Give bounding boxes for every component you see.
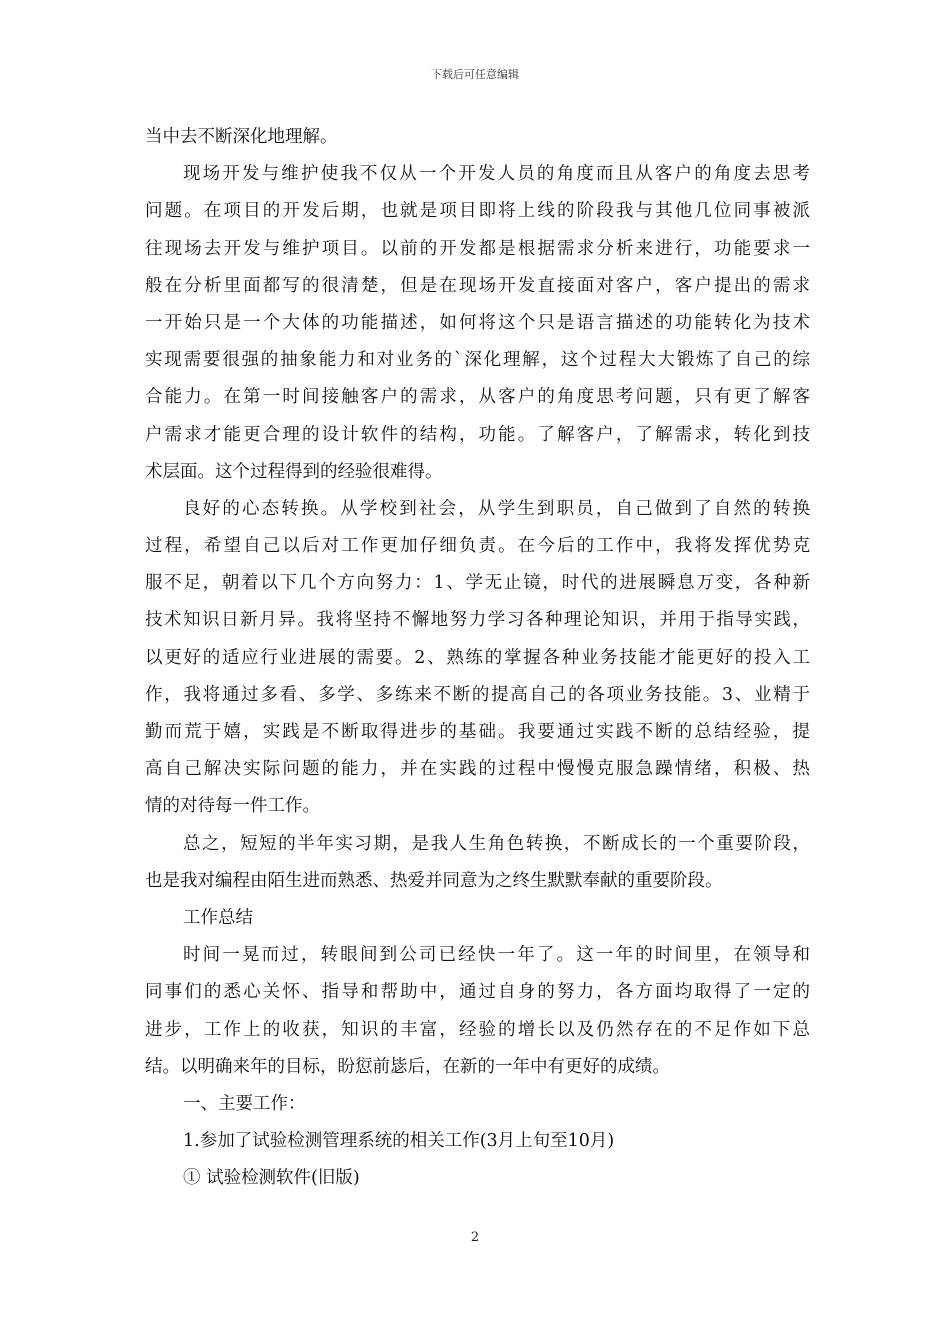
page-number: 2 xyxy=(470,1230,480,1245)
text-line: 也是我对编程由陌生进而熟悉、热爱并同意为之终生默默奉献的重要阶段。 xyxy=(145,870,723,891)
text-line: 问题。在项目的开发后期，也就是项目即将上线的阶段我与其他几位同事被派 xyxy=(145,201,810,222)
text-line: 勤而荒于嬉，实践是不断取得进步的基础。我要通过实践不断的总结经验，提 xyxy=(145,722,810,742)
text-line: 当中去不断深化地理解。 xyxy=(145,127,338,147)
text-line: 技术知识日新月异。我将坚持不懈地努力学习各种理论知识，并用于指导实践， xyxy=(145,610,810,631)
text-line: 总之，短短的半年实习期，是我人生角色转换，不断成长的一个重要阶段， xyxy=(183,833,810,854)
text-line: 时间一晃而过，转眼间到公司已经快一年了。这一年的时间里，在领导和 xyxy=(183,945,810,966)
text-line: 过程，希望自己以后对工作更加仔细负责。在今后的工作中，我将发挥优势克 xyxy=(145,536,810,557)
text-line: 结。以明确来年的目标，盼愆前毖后，在新的一年中有更好的成绩。 xyxy=(145,1056,670,1077)
text-line: 实现需要很强的抽象能力和对业务的`深化理解，这个过程大大锻炼了自己的综 xyxy=(145,350,810,371)
text-line: 般在分析里面都写的很清楚，但是在现场开发直接面对客户，客户提出的需求 xyxy=(145,275,810,296)
list-item: ① 试验检测软件(旧版) xyxy=(183,1168,360,1189)
text-line: 往现场去开发与维护项目。以前的开发都是根据需求分析来进行，功能要求一 xyxy=(145,238,810,259)
text-line: 高自己解决实际问题的能力，并在实践的过程中慢慢克服急躁情绪，积极、热 xyxy=(145,759,810,780)
text-line: 进步，工作上的收获，知识的丰富，经验的增长以及仍然存在的不足作如下总 xyxy=(145,1019,810,1040)
text-line: 以更好的适应行业进展的需要。2、熟练的掌握各种业务技能才能更好的投入工 xyxy=(145,647,810,668)
document-body xyxy=(145,119,810,1197)
text-line: 术层面。这个过程得到的经验很难得。 xyxy=(145,461,443,482)
page-header: 下载后可任意编辑 xyxy=(431,68,519,81)
list-item: 1.参加了试验检测管理系统的相关工作(3月上旬至10月) xyxy=(183,1131,615,1152)
text-line: 合能力。在第一时间接触客户的需求，从客户的角度思考问题，只有更了解客 xyxy=(145,387,810,408)
text-line: 情的对待每一件工作。 xyxy=(145,796,320,817)
text-line: 作，我将通过多看、多学、多练来不断的提高自己的各项业务技能。3、业精于 xyxy=(145,684,810,705)
subheading: 一、主要工作： xyxy=(183,1093,306,1114)
section-heading: 工作总结 xyxy=(183,907,253,928)
text-line: 同事们的悉心关怀、指导和帮助中，通过自身的努力，各方面均取得了一定的 xyxy=(145,982,810,1003)
text-line: 服不足，朝着以下几个方向努力：1、学无止镜，时代的进展瞬息万变，各种新 xyxy=(145,573,810,594)
text-line: 户需求才能更合理的设计软件的结构，功能。了解客户，了解需求，转化到技 xyxy=(145,424,810,445)
text-line: 良好的心态转换。从学校到社会，从学生到职员，自己做到了自然的转换 xyxy=(183,498,810,519)
text-line: 现场开发与维护使我不仅从一个开发人员的角度而且从客户的角度去思考 xyxy=(183,164,810,185)
text-line: 一开始只是一个大体的功能描述，如何将这个只是语言描述的功能转化为技术 xyxy=(145,312,810,333)
